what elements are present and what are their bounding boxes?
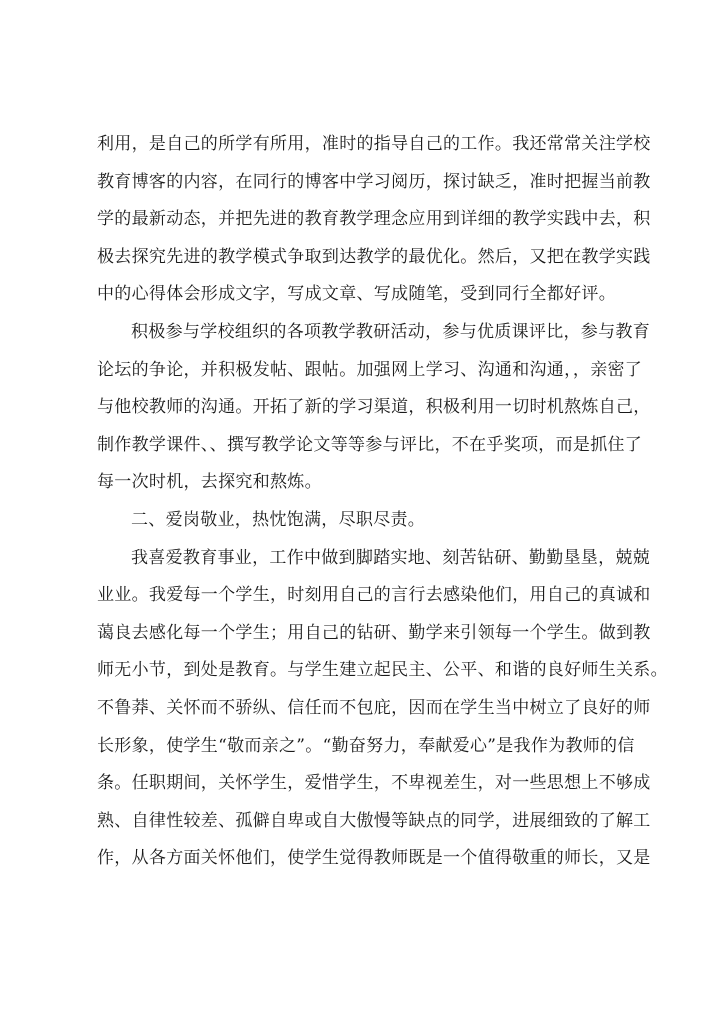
text-line: 与他校教师的沟通。开拓了新的学习渠道，积极利用一切时机熬炼自己，	[97, 397, 651, 418]
text-line: 熟、自律性较差、孤僻自卑或自大傲慢等缺点的同学，进展细致的了解工	[97, 810, 651, 831]
text-line: 积极参与学校组织的各项教学教研活动，参与优质课评比，参与教育	[131, 321, 650, 342]
text-line: 我喜爱教育事业，工作中做到脚踏实地、刻苦钻研、勤勤垦垦，兢兢	[131, 547, 650, 568]
text-line: 条。任职期间，关怀学生，爱惜学生，不卑视差生，对一些思想上不够成	[97, 773, 651, 794]
text-line: 每一次时机，去探究和熬炼。	[97, 472, 322, 493]
text-line: 极去探究先进的教学模式争取到达教学的最优化。然后，又把在教学实践	[97, 246, 651, 267]
section-heading	[97, 502, 632, 540]
text-line: 不鲁莽、关怀而不骄纵、信任而不包庇，因而在学生当中树立了良好的师	[97, 697, 651, 718]
paragraph-1	[97, 126, 651, 314]
text-line: 师无小节，到处是教育。与学生建立起民主、公平、和谐的良好师生关系。	[97, 660, 668, 681]
section-heading-text: 二、爱岗敬业，热忱饱满，尽职尽责。	[131, 509, 426, 530]
text-line: 教育博客的内容，在同行的博客中学习阅历，探讨缺乏，准时把握当前教	[97, 171, 651, 192]
paragraph-4	[97, 540, 668, 878]
text-line: 论坛的争论，并积极发帖、跟帖。加强网上学习、沟通和沟通，，亲密了	[97, 359, 643, 380]
text-line: 学的最新动态，并把先进的教育教学理念应用到详细的教学实践中去，积	[97, 209, 651, 230]
text-line: 中的心得体会形成文字，写成文章、写成随笔，受到同行全都好评。	[97, 284, 616, 305]
text-line: 制作教学课件、、撰写教学论文等等参与评比，不在乎奖项，而是抓住了	[97, 434, 643, 455]
paragraph-2	[97, 314, 651, 502]
text-line: 长形象，使学生“敬而亲之”。“勤奋努力，奉献爱心”是我作为教师的信	[97, 735, 635, 756]
text-line: 利用，是自己的所学有所用，准时的指导自己的工作。我还常常关注学校	[97, 134, 651, 154]
text-line: 作，从各方面关怀他们，使学生觉得教师既是一个值得敬重的师长，又是	[97, 848, 651, 869]
text-line: 蔼良去感化每一个学生；用自己的钻研、勤学来引领每一个学生。做到教	[97, 622, 651, 643]
document-body	[97, 126, 668, 878]
text-line: 业业。我爱每一个学生，时刻用自己的言行去感染他们，用自己的真诚和	[97, 585, 651, 606]
